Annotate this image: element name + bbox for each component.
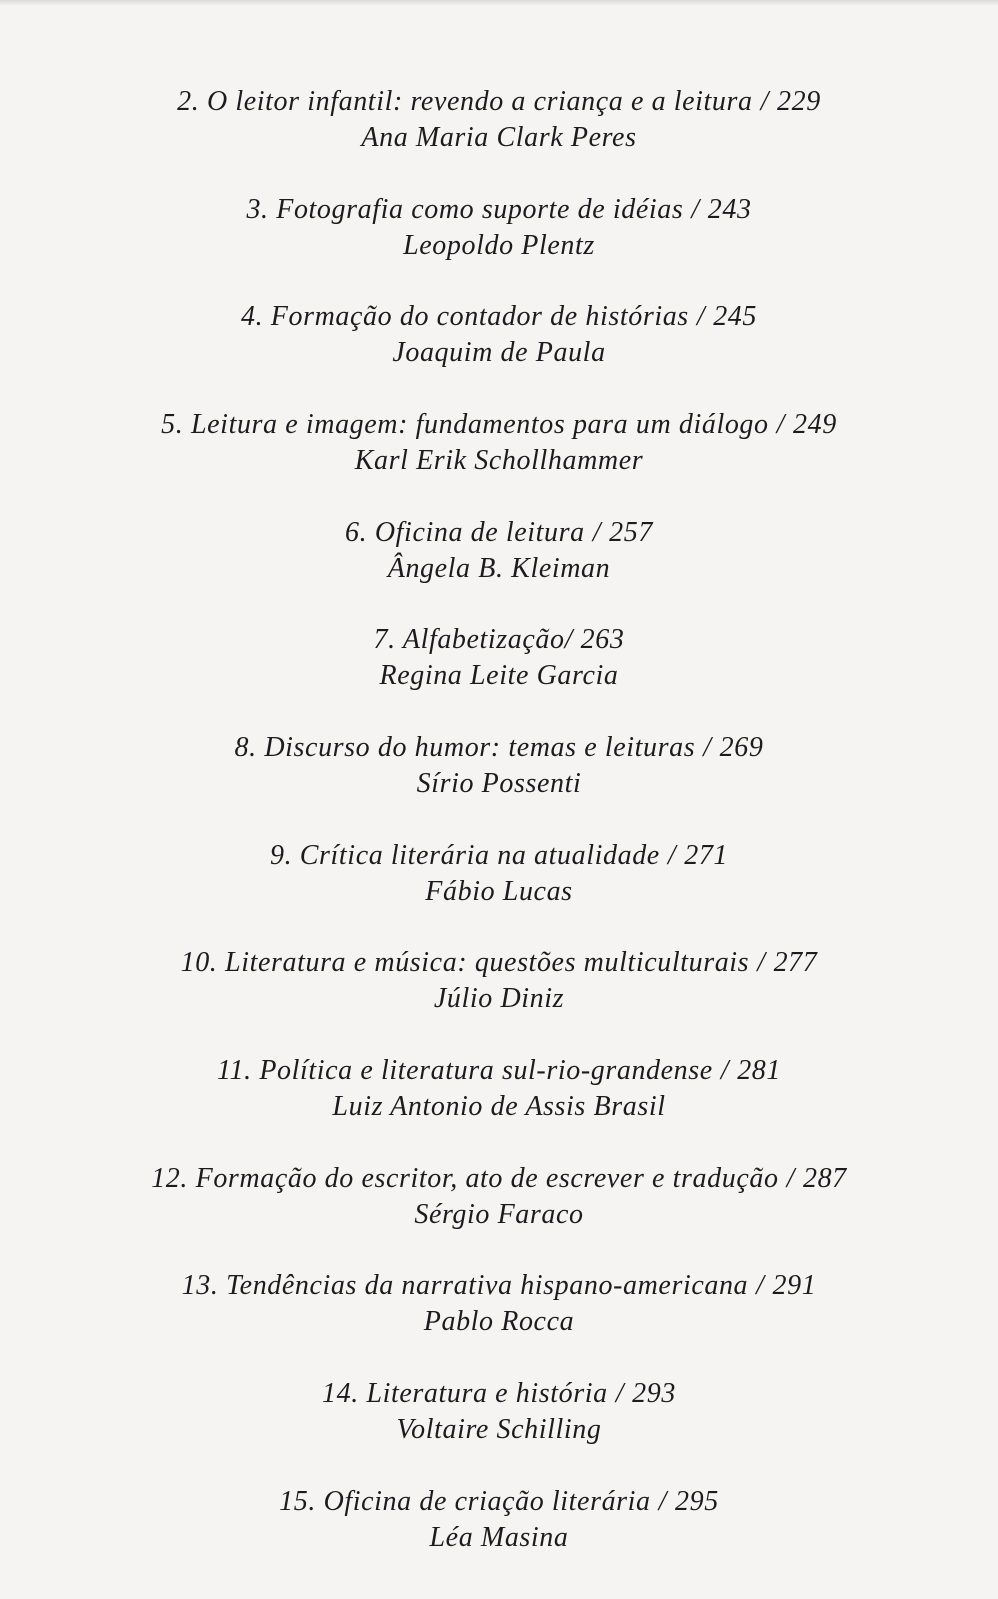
- entry-number: 2.: [177, 86, 200, 117]
- toc-entry-title-line: [0, 1268, 998, 1304]
- page-separator: /: [786, 1163, 795, 1194]
- page-separator: /: [658, 1486, 668, 1517]
- page-separator: /: [564, 624, 574, 655]
- toc-entry: [0, 1053, 998, 1125]
- entry-title: Formação do escritor, ato de escrever e tradução: [195, 1163, 779, 1194]
- toc-entry: [0, 1484, 998, 1556]
- page-separator: /: [667, 840, 677, 871]
- page-separator: /: [776, 409, 786, 440]
- entry-author: Joaquim de Paula: [392, 337, 606, 368]
- toc-entry-title-line: [0, 1376, 998, 1412]
- toc-entry-title-line: [0, 1161, 998, 1197]
- toc-entry-title-line: [0, 1484, 998, 1520]
- entry-title: Fotografia como suporte de idéias: [276, 194, 684, 225]
- entry-author: Leopoldo Plentz: [403, 230, 595, 261]
- page-top-edge-shadow: [0, 0, 998, 6]
- entry-title: Formação do contador de histórias: [270, 301, 689, 332]
- entry-page-number: 249: [793, 409, 837, 440]
- entry-number: 15.: [279, 1486, 316, 1517]
- entry-title: Literatura e música: questões multiculturais: [225, 947, 750, 978]
- entry-page-number: 281: [737, 1055, 781, 1086]
- toc-entry: [0, 299, 998, 371]
- entry-author: Léa Masina: [429, 1522, 569, 1553]
- toc-entry-title-line: [0, 838, 998, 874]
- entry-title: Discurso do humor: temas e leituras: [264, 732, 696, 763]
- entry-page-number: 243: [707, 194, 752, 225]
- entry-author: Sérgio Faraco: [414, 1199, 584, 1230]
- entry-page-number: 229: [777, 86, 821, 117]
- entry-author: Luiz Antonio de Assis Brasil: [332, 1091, 666, 1122]
- entry-page-number: 263: [580, 624, 625, 655]
- entry-page-number: 269: [719, 732, 764, 763]
- toc-entry-title-line: [0, 84, 998, 120]
- toc-entry-title-line: [0, 407, 998, 443]
- page-separator: /: [720, 1055, 730, 1086]
- entry-title: Oficina de criação literária: [323, 1486, 651, 1517]
- page-separator: /: [691, 194, 700, 225]
- entry-author: Sírio Possenti: [416, 768, 582, 799]
- toc-entry-title-line: [0, 299, 998, 335]
- toc-entry: [0, 515, 998, 587]
- toc-entry: [0, 622, 998, 694]
- entry-title: Tendências da narrativa hispano-americana: [226, 1270, 749, 1301]
- entry-title: Literatura e história: [366, 1378, 608, 1409]
- toc-entry: [0, 1376, 998, 1448]
- toc-entry: [0, 84, 998, 156]
- toc-entry: [0, 945, 998, 1017]
- entry-page-number: 277: [773, 947, 818, 978]
- page-separator: /: [757, 947, 766, 978]
- entry-title: Leitura e imagem: fundamentos para um diálogo: [190, 409, 769, 440]
- toc-entry-title-line: [0, 1053, 998, 1089]
- entry-number: 4.: [240, 301, 264, 332]
- toc-entry-title-line: [0, 515, 998, 551]
- page-separator: /: [756, 1270, 765, 1301]
- entry-author: Ana Maria Clark Peres: [361, 122, 637, 153]
- entry-author: Pablo Rocca: [423, 1306, 575, 1337]
- entry-page-number: 293: [632, 1378, 676, 1409]
- entry-number: 12.: [151, 1163, 188, 1194]
- entry-number: 11.: [216, 1055, 252, 1086]
- entry-page-number: 291: [772, 1270, 817, 1301]
- page-separator: /: [592, 517, 602, 548]
- entry-number: 14.: [322, 1378, 359, 1409]
- entry-page-number: 257: [609, 517, 653, 548]
- entry-author: Júlio Diniz: [433, 983, 565, 1014]
- entry-author: Ângela B. Kleiman: [387, 553, 611, 584]
- entry-number: 7.: [373, 624, 396, 655]
- toc-entry: [0, 192, 998, 264]
- entry-title: O leitor infantil: revendo a criança e a leitura: [206, 86, 753, 117]
- entry-page-number: 271: [684, 840, 729, 871]
- entry-number: 6.: [345, 517, 368, 548]
- toc-entry: [0, 1268, 998, 1340]
- toc-entry: [0, 838, 998, 910]
- entry-page-number: 287: [802, 1163, 847, 1194]
- entry-title: Oficina de leitura: [374, 517, 585, 548]
- entry-author: Fábio Lucas: [425, 876, 573, 907]
- toc-entry: [0, 730, 998, 802]
- toc-entry: [0, 1161, 998, 1233]
- page-separator: /: [703, 732, 712, 763]
- entry-number: 9.: [269, 840, 293, 871]
- entry-author: Voltaire Schilling: [396, 1414, 602, 1445]
- toc-entry-title-line: [0, 192, 998, 228]
- page-separator: /: [696, 301, 706, 332]
- entry-number: 13.: [181, 1270, 219, 1301]
- page-separator: /: [615, 1378, 625, 1409]
- entry-page-number: 295: [675, 1486, 719, 1517]
- toc-entry-title-line: [0, 730, 998, 766]
- page-separator: /: [760, 86, 770, 117]
- entry-title: Crítica literária na atualidade: [299, 840, 660, 871]
- entry-title: Política e literatura sul-rio-grandense: [259, 1055, 713, 1086]
- entry-number: 10.: [180, 947, 218, 978]
- toc-entry: [0, 407, 998, 479]
- entry-number: 3.: [246, 194, 269, 225]
- toc-entry-title-line: [0, 622, 998, 658]
- entry-page-number: 245: [713, 301, 758, 332]
- entry-author: Karl Erik Schollhammer: [354, 445, 644, 476]
- entry-number: 8.: [234, 732, 257, 763]
- entry-author: Regina Leite Garcia: [379, 660, 619, 691]
- entry-number: 5.: [161, 409, 184, 440]
- entry-title: Alfabetização: [402, 624, 565, 655]
- toc-entry-title-line: [0, 945, 998, 981]
